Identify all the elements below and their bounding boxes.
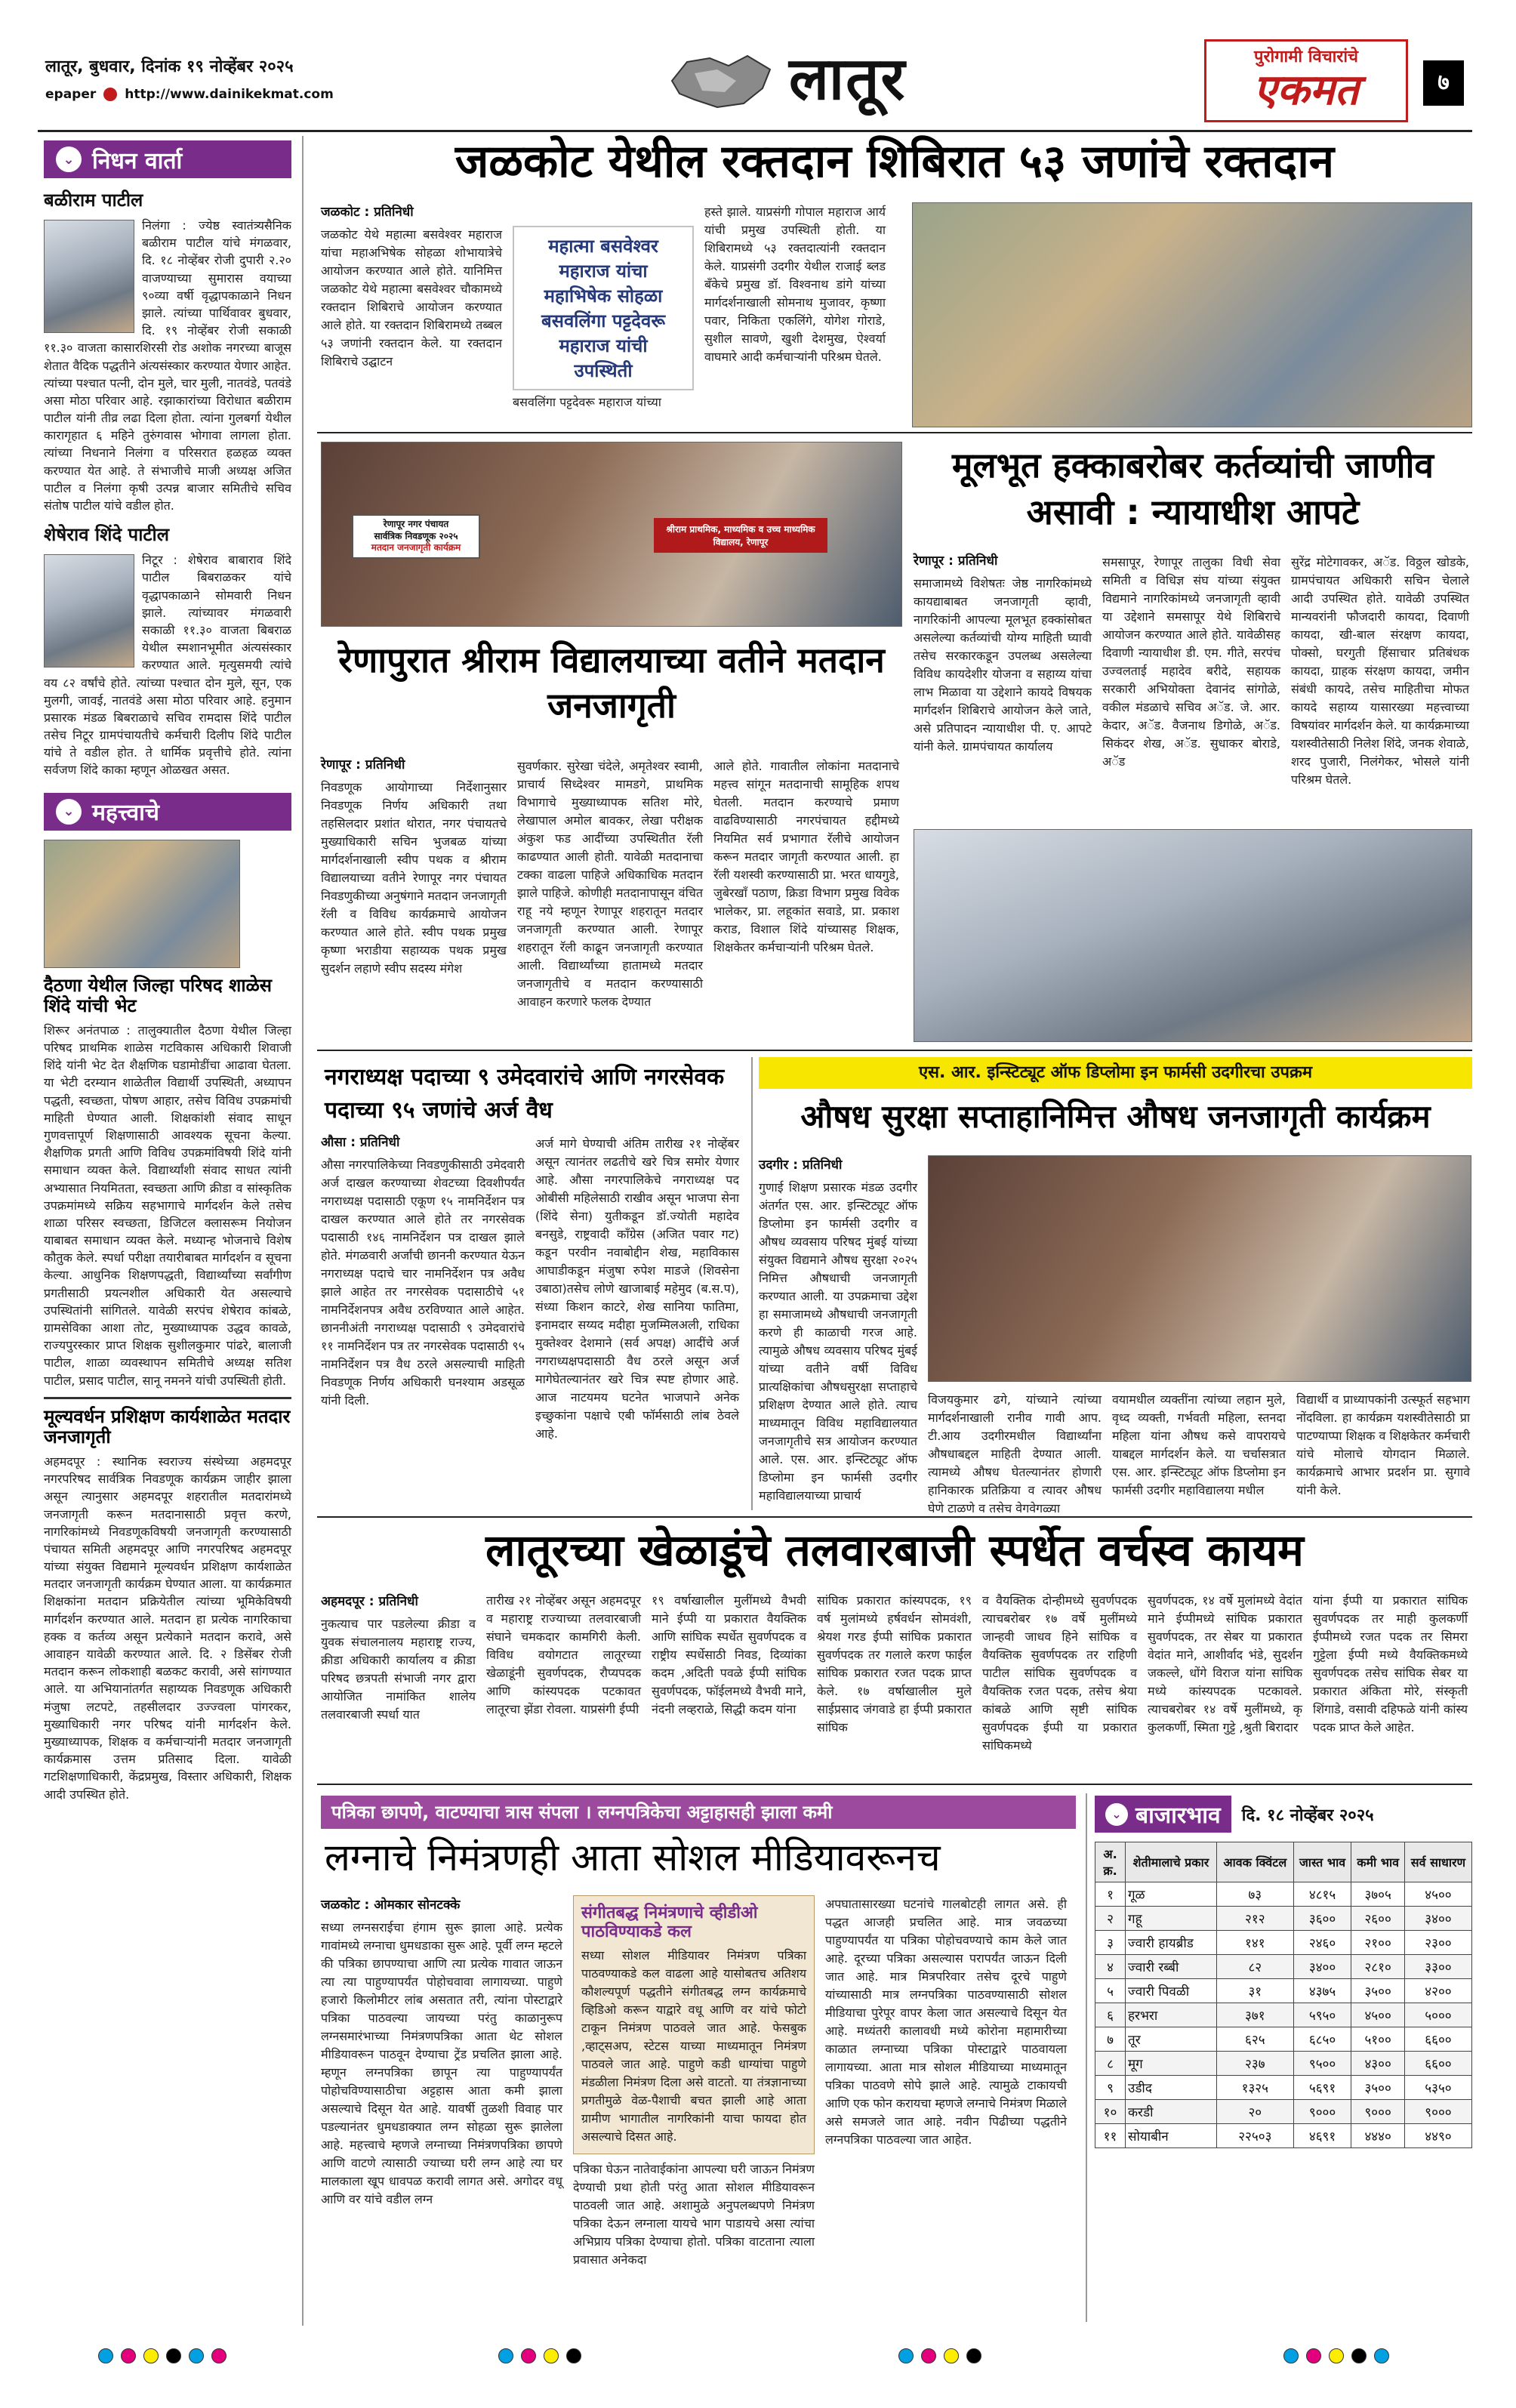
headline-fencing: लातूरच्या खेळाडूंचे तलवारबाजी स्पर्धेत वर्चस्व कायम [485,1525,1304,1576]
article-text-col1: सध्या लग्नसराईचा हंगाम सुरू झाला आहे. प्रत्येक गावांमध्ये लग्नाचा धुमधडाका सुरू आहे. पूर्वी लग्न म्हटले की पत्रिका छापण्याचा आणि त्या प्रत्येक गावात जाऊन त्या त्या पाहुण्यापर्यंत पोहोचवावा लागायच्या. पाहुणे हजारो किलोमीटर लांब असतात तरी, त्यांना पोस्टाद्वारे पत्रिका पाठवल्या जायच्या परंतु काळानुरूप लग्नसमारंभाच्या निमंत्रणपत्रिका आता थेट सोशल मीडियावरून पाठवून देण्याचा ट्रेंड प्रचलित झाला आहे. म्हणून लग्नपत्रिका छापून त्या पाहुण्यापर्यंत पोहोचविण्यासाठीचा अट्टहास आता कमी झाला असल्याचे दिसून येत आहे. यावर्षी तुळशी विवाह पार पडल्यानंतर धुमधडाक्यात लग्न सोहळा सुरू झालेला आहे. महत्त्वाचे म्हणजे लग्नाच्या निमंत्रणपत्रिका छापणे आणि वाटणे त्यासाठी ज्याच्या घरी लग्न आहे त्या घर मालकाला खूप धावपळ करावी लागत असे. अगोदर वधू आणि वर यांचे वडील लग्न [321,1920,562,2206]
print-registration-marks [898,2348,981,2363]
market-header [1095,1796,1472,1833]
article-text-col2: विजयकुमार ढगे, यांच्याने त्यांच्या मार्गदर्शनाखाली रानीव गावी आप. टी.आय उदगीरमधील विद्यार्थ्यांना औषधाबद्दल माहिती देण्यात आली. त्यामध्ये औषध घेतल्यानंतर होणारी हानिकारक प्रतिक्रिया व त्यावर औषध घेणे टाळणे व तसेच वेगवेगळ्या [928,1392,1102,1515]
table-cell: २६०० [1351,1907,1405,1931]
table-cell: गूळ [1126,1882,1217,1907]
byline: जळकोट : प्रतिनिधी [321,205,414,220]
table-cell: ४६९१ [1293,2124,1351,2148]
table-cell: १४१ [1216,1931,1293,1955]
article-wedding-invites [321,1895,1076,2318]
table-row [1095,2003,1472,2027]
table-row [1095,2124,1472,2148]
table-cell: २३७ [1216,2052,1293,2076]
article-text-col3: वयामधील व्यक्तींना त्यांच्या लहान मुले, वृध्द व्यक्ती, गर्भवती महिला, स्तनदा महिला यांना औषध कसे वापरायचे याबद्दल मार्गदर्शन केले. या चर्चासत्रात एस. आर. इन्स्टिट्यूट ऑफ डिप्लोमा इन फार्मसी उदगीर महाविद्यालया मधील [1112,1392,1286,1497]
story-text-school-visit: शिरूर अनंतपाळ : तालुक्यातील दैठणा येथील जिल्हा परिषद प्राथमिक शाळेस गटविकास अधिकारी शिवाजी शिंदे यांनी भेट देत शैक्षणिक घडामोडींचा आढावा घेतला. या भेटी दरम्यान शाळेतील विद्यार्थी उपस्थिती, अध्यापन पद्धती, स्वच्छता, पोषण आहार, तसेच विविध उपक्रमांची माहिती घेण्यात आली. शिक्षकांशी संवाद साधून गुणवत्तापूर्ण शिक्षणासाठी आवश्यक सूचना केल्या. शैक्षणिक प्रगती आणि विविध उपक्रमांविषयी शिंदे यांनी समाधान व्यक्त केले. विद्यार्थ्यांशी संवाद साधत त्यांनी अभ्यासात नियमितता, स्वच्छता आणि क्रीडा व सांस्कृतिक उपक्रमांमध्ये सक्रिय सहभागाचे मार्गदर्शन केले तसेच शाळा परिसर स्वच्छता, डिजिटल क्लासरूम नियोजन याबाबत समाधान व्यक्त केले. मध्यान्ह भोजनाचे विशेष कौतुक केले. स्पर्धा परीक्षा तयारीबाबत मार्गदर्शन व सूचना केल्या. आधुनिक शिक्षणपद्धती, विद्यार्थ्यांच्या सर्वांगीण प्रगतीसाठी प्रयत्नशील अधिकारी येत असल्याचे उपस्थितांनी सांगितले. यावेळी सरपंच शेषेराव कांबळे, ग्रामसेविका आशा तोट, मुख्याध्यापक उद्धव कावळे, राज्यपुरस्कार प्राप्त शिक्षक सुशीलकुमार पांढरे, बालाजी पाटील, शाळा व्यवस्थापन समितीचे अध्यक्ष सतिश पाटील, प्रसाद पाटील, सानू नमनने यांची उपस्थिती होती. [44,1022,291,1388]
table-cell: ४२०० [1404,1979,1471,2003]
col-header: शेतीमालाचे प्रकार [1126,1842,1217,1882]
table-row [1095,2100,1472,2124]
table-cell: ४४९० [1404,2124,1471,2148]
market-table [1095,1842,1472,2148]
article-fencing [321,1592,1472,1781]
table-cell: २१०० [1351,1931,1405,1955]
table-cell: ३५०० [1351,1979,1405,2003]
story-title-voter-awareness: मूल्यवर्धन प्रशिक्षण कार्यशाळेत मतदार जनजागृती [44,1405,291,1448]
website-link[interactable]: http://www.dainikekmat.com [125,87,334,102]
table-cell: ३७१ [1216,2003,1293,2027]
table-cell: ४५०० [1351,2003,1405,2027]
story-text-voter-awareness: अहमदपूर : स्थानिक स्वराज्य संस्थेच्या अहमदपूर नगरपरिषद सार्वत्रिक निवडणूक कार्यक्रम जाहीर झाला असून त्यानुसार अहमदपूर शहरातील मतदारांमध्ये जनजागृती करून मतदानासाठी प्रवृत्त करणे, नागरिकांमध्ये निवडणूकविषयी जनजागृती करण्यासाठी पंचायत समिती अहमदपूर आणि नगरपरिषद अहमदपूर यांच्या संयुक्त विद्यमाने मूल्यवर्धन प्रशिक्षण कार्यशाळेत मतदार जनजागृती कार्यक्रम घेण्यात आला. या कार्यक्रमात शिक्षकांना मतदान प्रक्रियेतील त्यांच्या भूमिकेविषयी मार्गदर्शन करण्यात आले. मतदान हा प्रत्येक नागरिकाचा हक्क व कर्तव्य असून प्रत्येकाने मतदान करावे, असे आवाहन यावेळी करण्यात आले. दि. २ डिसेंबर रोजी मतदान करून लोकशाही बळकट करावी, असे सांगण्यात आले. या अभियानांतर्गत सहाय्यक निवडणूक अधिकारी मंजुषा लटपटे, तहसीलदार उज्ज्वला पांगरकर, मुख्याधिकारी नगर परिषद यांनी मार्गदर्शन केले. मुख्याध्यापक, शिक्षक व कर्मचाऱ्यांनी मतदार जनजागृती कार्यक्रमास उत्तम प्रतिसाद दिला. यावेळी गटशिक्षणाधिकारी, केंद्रप्रमुख, विस्तार अधिकारी, शिक्षक आदी उपस्थित होते. [44,1454,291,1802]
globe-icon [103,88,117,101]
table-cell: ११ [1095,2124,1126,2148]
article-text-col3: सुरेंद्र मोटेगावकर, अॅड. विठ्ठल खोडके, ग्रामपंचायत अधिकारी सचिन चेलाले आदी उपस्थित होते. यावेळी उपस्थित मान्यवरांनी फौजदारी कायदा, दिवाणी कायदा, खी-बाल संरक्षण कायदा, पोक्सो, घरगुती हिंसाचार प्रतिबंधक कायदा, ग्राहक संरक्षण कायदा, जमीन संबंधी कायदे, तसेच माहितीचा मोफत कायदे सहाय्य यासारख्या महत्त्वाच्या विषयांवर मार्गदर्शन केले. या कार्यक्रमाच्या यशस्वीतेसाठी निलेश शिंदे, जनक शेवाळे, शरद पुजारी, निलंगेकर, भोसले यांनी परिश्रम घेतले. [1291,555,1469,787]
table-row [1095,1979,1472,2003]
article-text-col3: पत्रिका घेऊन नातेवाईकांना आपल्या घरी जाऊन निमंत्रण देण्याची प्रथा होती परंतु आता सोशल मीडियावरून पाठवली जात आहे. अशामुळे अनुपलब्धपणे निमंत्रण पत्रिका देऊन लग्नाला यायचे भाग पाडायचे असा त्यांचा अभिप्राय पत्रिका देण्याचा होतो. पत्रिका वाटताना त्याला प्रवासात अनेकदा [573,2161,815,2267]
pull-quote [513,226,694,390]
market-rates-box [1095,1796,1472,2317]
article-text-col1: गुणाई शिक्षण प्रसारक मंडळ उदगीर अंतर्गत एस. आर. इन्स्टिट्यूट ऑफ डिप्लोमा इन फार्मसी उदगीर व औषध व्यवसाय परिषद मुंबई यांच्या संयुक्त विद्यमाने औषध सुरक्षा २०२५ निमित्त औषधाची जनजागृती करण्यात आली. या उपक्रमाचा उद्देश हा समाजामध्ये औषधाची जनजागृती करणे ही काळाची गरज आहे. त्यामुळे औषध व्यवसाय परिषद मुंबई यांच्या वतीने वर्षी विविध प्रात्यक्षिकांचा औषधसुरक्षा सप्ताहाचे प्रशिक्षण देण्यात आले होते. त्याच माध्यमातून विविध महाविद्यालयात जनजागृतीचे सत्र आयोजन करण्यात आले. एस. आर. इन्स्टिट्यूट ऑफ डिप्लोमा इन फार्मसी उदगीर महाविद्यालयाच्या प्राचार्य [759,1180,917,1503]
headline-judge-apte: मूलभूत हक्काबरोबर कर्तव्यांची जाणीव असावी : न्यायाधीश आपटे [952,445,1434,533]
article-renapur-rally [321,755,902,1042]
article-text-col2: सुवर्णकार. सुरेखा चंदेले, अमृतेश्वर स्वामी, प्राचार्य सिध्देश्वर मामडगे, प्राथमिक विभागाचे मुख्याध्यापक सतिश मोरे, लेखापाल अमोल बावकर, लेखा परीक्षक अंकुश फड आदींच्या उपस्थितीत रॅली काढण्यात आली होती. यावेळी मतदानाचा टक्का वाढला पाहिजे अधिकाधिक मतदान झाले पाहिजे. कोणीही मतदानापासून वंचित राहू नये म्हणून रेणापूर शहरातून मतदार जनजागृती करण्यात आली. रेणापूर शहरातून रॅली काढून जनजागृती करण्यात आली. विद्यार्थ्यांच्या हातामध्ये मतदार जनजागृतीचे व मतदान करण्यासाठी आवाहन करणारे फलक देण्यात [517,759,703,1009]
article-text-col2-tail: बसवलिंगा पट्टदेवरू महाराज यांच्या [513,395,661,409]
table-cell: २१२ [1216,1907,1293,1931]
banner-text-2: सार्वत्रिक निवडणूक २०२५ [374,530,458,541]
table-cell: ३१ [1216,1979,1293,2003]
article-text-col3: १९ वर्षाखालील मुलींमध्ये वैभवी माने ईप्पी या प्रकारात वैयक्तिक आणि सांघिक स्पर्धेत सुवर्णपदक व राष्ट्रीय स्पर्धेसाठी निवड, दिव्यांका कदम ,अदिती पवळे ईप्पी सांघिक सुवर्णपदक, फॉईलमध्ये वैभवी माने, नंदनी लव्हराळे, सिद्धी कदम यांना [652,1593,806,1716]
table-cell: ९ [1095,2076,1126,2100]
chevron-down-icon: ⌄ [56,146,82,172]
table-cell: ३३०० [1404,1955,1471,1979]
story-photo-school [44,840,240,968]
table-cell: २० [1216,2100,1293,2124]
market-table-header [1095,1842,1472,1882]
obituary-name-1: बळीराम पाटील [44,190,143,211]
chevron-down-icon: ⌄ [56,799,82,825]
table-cell: ४४४० [1351,2124,1405,2148]
article-text-col6: सुवर्णपदक, १४ वर्षे मुलांमध्ये वेदांत माने ईप्पीमध्ये सांघिक प्रकारात सुवर्णपदक, तर सेबर या प्रकारात वेदांत माने, आशीर्वाद भंडे, सुदर्शन जकल्ले, धोंगे विराज यांना सांघिक मध्ये कांस्यपदक पटकावले. त्याचबरोबर १४ वर्षे मुलींमध्ये, कृ कुलकर्णी, स्मिता गुट्टे ,श्रुती बिरादार [1148,1593,1302,1734]
banner-text-3: मतदान जनजागृती कार्यक्रम [371,542,461,553]
headline-blood-donation: जळकोट येथील रक्तदान शिबिरात ५३ जणांचे रक्तदान [454,135,1335,188]
article-text-col1: नुकत्याच पार पडलेल्या क्रीडा व युवक संचालनालय महाराष्ट्र राज्य, क्रीडा अधिकारी कार्यालय व क्रीडा परिषद छत्रपती संभाजी नगर द्वारा आयोजित नामांकित शालेय तलवारबाजी स्पर्धा यात [321,1617,476,1722]
table-cell: ५ [1095,1979,1126,2003]
byline: रेणापूर : प्रतिनिधी [321,757,405,772]
quote-line-6: उपस्थिती [574,360,633,381]
masthead-rule [38,130,1472,132]
epaper-url-line [45,87,334,102]
table-cell: हरभरा [1126,2003,1217,2027]
rally-banner-1 [352,514,480,559]
ekmat-logo [1204,39,1408,122]
table-cell: ज्वारी हायब्रीड [1126,1931,1217,1955]
table-cell: ४३७५ [1293,1979,1351,2003]
obituary-heading: निधन वार्ता [92,147,183,174]
story-title-school-visit: दैठणा येथील जिल्हा परिषद शाळेस शिंदे यांची भेट [44,974,273,1017]
logo-tagline: पुरोगामी विचारांचे [1253,48,1359,66]
table-cell: ५००० [1404,2003,1471,2027]
column-divider [1086,1793,1087,2322]
obituary-photo-1 [44,220,134,333]
table-row [1095,2076,1472,2100]
latur-map-icon [664,47,778,115]
table-cell: सोयाबीन [1126,2124,1217,2148]
article-text-col4: सांघिक प्रकारात कांस्यपदक, १९ वर्ष मुलांमध्ये हर्षवर्धन सोमवंशी, श्रेयश गरड ईप्पी सांघिक प्रकारात सुवर्णपदक तर गलाले करण फाईल सांघिक प्रकारात रजत पदक प्राप्त केले. १७ वर्षाखालील मुले साईप्रसाद जंगवाडे हा ईप्पी प्रकारात सांघिक [817,1593,972,1734]
article-text-col2: समसापूर, रेणापूर तालुका विधी सेवा समिती व विधिज्ञ संघ यांच्या संयुक्त विद्यमाने नागरिकांमध्ये जनजागृती व्हावी या उद्देशाने समसापूर येथे शिबिराचे आयोजन करण्यात आले होते. यावेळीसह दिवाणी न्यायाधीश डी. एम. गीते, सरपंच उज्वलताई महादेव बरीदे, सहायक सरकारी अभियोक्ता देवानंद सांगोळे, वकील मंडळाचे सचिव अॅड. जे. आर. केदार, अॅड. वैजनाथ डिगोळे, अॅड. सिकंदर शेख, अॅड. सुधाकर बोराडे, अॅड [1102,555,1280,769]
inset-text: सध्या सोशल मीडियावर निमंत्रण पत्रिका पाठवण्याकडे कल वाढला आहे यासोबतच अतिशय कौशल्यपूर्ण पद्धतीने संगीतबद्ध लग्न कार्यक्रमाचे व्हिडिओ करून याद्वारे वधू आणि वर यांचे फोटो टाकून निमंत्रण पाठवले जात आहे. फेसबुक ,व्हाट्सअप, स्टेटस याच्या माध्यमातून निमंत्रण पाठवले जात आहे. पाहुणे कडी धाग्यांचा पाहुणे मंडळीला निमंत्रण दिला असे वाटतो. या तंत्रज्ञानाच्या प्रगतीमुळे वेळ-पैशाची बचत झाली आहे आता ग्रामीण भागातील नागरिकांनी याचा फायदा होत असल्याचे दिसत आहे. [581,1947,806,2144]
byline: अहमदपूर : प्रतिनिधी [321,1594,418,1609]
table-cell: ३७०५ [1351,1882,1405,1907]
table-cell: ४ [1095,1955,1126,1979]
table-cell: मूग [1126,2052,1217,2076]
headline-wedding-invites: लग्नाचे निमंत्रणही आता सोशल मीडियावरूनच [325,1836,941,1879]
table-cell: ४८१५ [1293,1882,1351,1907]
table-row [1095,1882,1472,1907]
important-section-header [44,793,291,831]
table-cell: ६ [1095,2003,1126,2027]
byline: उदगीर : प्रतिनिधी [759,1158,843,1173]
col-header: जास्त भाव [1293,1842,1351,1882]
table-row [1095,2027,1472,2052]
article-text-col3: आले होते. गावातील लोकांना मतदानाचे महत्त्व सांगून मतदानाची सामूहिक शपथ घेतली. मतदान करण्याचे प्रमाण वाढविण्यासाठी नगरपंचायत हद्दीमध्ये नियमित सर्व प्रभागात रॅलीचे आयोजन करून मतदार जागृती करण्यात आली. हा रॅली यशस्वी करण्यासाठी प्रा. भरत धायगुडे, जुबेरखाँ पठाण, क्रिडा विभाग प्रमुख विवेक भालेकर, प्रा. लहूकांत सवाडे, प्रा. प्रकाश कराड, विशाल शिंदे यांच्यासह शिक्षक, शिक्षकेतर कर्मचाऱ्यांनी परिश्रम घेतले. [713,759,899,954]
article-text-col2: अर्ज मागे घेण्याची अंतिम तारीख २१ नोव्हेंबर असून त्यानंतर लढतीचे खरे चित्र समोर येणार आहे. औसा नगरपालिकेचे नगराध्यक्ष पद ओबीसी महिलेसाठी राखीव असून भाजपा सेना (शिंदे सेना) युतीकडून डॉ.ज्योती महादेव बनसुडे, राष्ट्रवादी काँग्रेस (अजित पवार गट) कडून परवीन नवाबोद्दीन शेख, महाविकास आघाडीकडून मंजुषा रुपेश माडजे (शिवसेना उबाठा)तसेच लोणे खाजाबाई महेमुद (ब.स.प), संध्या किशन काटरे, शेख सानिया फातिमा, इनामदार सय्यद मदीहा मुजम्मिलअली, राधिका मुक्तेश्वर देशमाने (सर्व अपक्ष) आदींचे अर्ज नगराध्यक्षपदासाठी वैध ठरले असून अर्ज मागेघेतल्यानंतर खरे चित्र स्पष्ट होणार आहे. आज नाटयमय घटनेत भाजपाने अनेक इच्छुकांना पक्षाचे एबी फॉर्मसाठी लांब ठेवले आहे. [535,1136,739,1441]
table-cell: २ [1095,1907,1126,1931]
article-text-col3: हस्ते झाले. याप्रसंगी गोपाल महाराज आर्य यांची प्रमुख उपस्थिती होती. या शिबिरामध्ये ५३ रक्तदात्यांनी रक्तदान केले. याप्रसंगी उदगीर येथील राजाई ब्लड बँकेचे प्रमुख डॉ. विश्वनाथ डांगे यांच्या मार्गदर्शनाखाली सोमनाथ मुजावर, कृष्णा पवार, निकिता एकलिंगे, योगेश गोराडे, सुशील सावणे, खुशी देशमुख, ऐश्वर्या वाघमारे आदी कर्मचाऱ्यांनी परिश्रम घेतले. [704,205,886,364]
article-text-col2: तारीख २१ नोव्हेंबर असून अहमदपूर व महाराष्ट्र राज्याच्या तलवारबाजी संघाने चमकदार कामगिरी केली. विविध वयोगटात लातूरच्या खेळाडूंनी सुवर्णपदक, रौप्यपदक आणि कांस्यपदक पटकावत लातूरचा झेंडा रोवला. याप्रसंगी ईप्पी [486,1593,641,1716]
table-cell: ९००० [1351,2100,1405,2124]
market-table-body [1095,1882,1472,2148]
logo-name: एकमत [1253,66,1359,115]
table-cell: ३४०० [1404,1907,1471,1931]
article-judge-apte [914,551,1472,823]
headline-renapur-rally: रेणापुरात श्रीराम विद्यालयाच्या वतीने मतदान जनजागृती [338,640,885,726]
table-cell: ६८५० [1293,2027,1351,2052]
obituary-text-1: निलंगा : ज्येष्ठ स्वातंत्र्यसैनिक बळीराम पाटील यांचे मंगळवार, दि. १८ नोव्हेंबर रोजी दुपारी २.२० वाजण्याच्या सुमारास वयाच्या ९०व्या वर्षी वृद्धापकाळाने निधन झाले. त्यांच्या पार्थिवावर बुधवार, दि. १९ नोव्हेंबर रोजी सकाळी ११.३० वाजता कासारशिरसी रोड अशोक नगरच्या बाजूस शेतात वैदिक पद्धतीने अंत्यसंस्कार करण्यात येणार आहेत. त्यांच्या पश्चात पत्नी, दोन मुले, चार मुली, नातवंडे, पतवंडे असा मोठा परिवार आहे. रझाकारांच्या विरोधात बळीराम पाटील यांनी तीव्र लढा दिला होता. त्यांना गुलबर्गा येथील कारागृहात ६ महिने तुरुंगवास भोगावा लागला होता. त्यांच्या निधनाने निलंगा व परिसरात हळहळ व्यक्त करण्यात येत आहे. ते संभाजीचे माजी अध्यक्ष अजित पाटील व निलंगा कृषी उत्पन्न बाजार समितीचे सचिव संतोष पाटील यांचे वडील होत. [44,218,291,513]
table-cell: ५६९१ [1293,2076,1351,2100]
section-rule [317,1784,1472,1785]
table-cell: ९००० [1293,2100,1351,2124]
article-text-col4: अपघातासारख्या घटनांचे गालबोटही लागत असे. ही पद्धत आजही प्रचलित आहे. मात्र जवळच्या पाहुण्यापर्यंत या पत्रिका पोहोचवण्याचे काम केले जात आहे. दूरच्या पत्रिका असल्यास परापर्यंत जाऊन दिली जात आहे. मात्र मित्रपरिवार तसेच दूरचे पाहुणे यांच्यासाठी मात्र लग्नपत्रिका पाठवण्यासाठी सोशल मीडियाचा पुरेपूर वापर केला जात असल्याचे दिसून येत आहे. मध्यंतरी कालावधी मध्ये कोरोना महामारीच्या काळात लग्नाच्या पत्रिका पोस्टाद्वारे पाठवायला लागायच्या. आता मात्र सोशल मीडियाच्या माध्यमातून पत्रिका पाठवणे सोपे झाले आहे. त्यामुळे टाकायची आणि एक फोन करायचा म्हणजे लग्नाचे निमंत्रण मिळाले असे समजले जात आहे. नवीन पिढीच्या पद्धतीने लग्नपत्रिका पाठवल्या जात आहेत. [825,1897,1067,2147]
quote-line-4: बसवलिंगा पट्टदेवरू [541,310,665,331]
market-date: दि. १८ नोव्हेंबर २०२५ [1241,1805,1374,1825]
table-cell: उडीद [1126,2076,1217,2100]
city-title: लातूर [789,45,907,113]
table-cell: ४५०० [1404,1882,1471,1907]
table-row [1095,1955,1472,1979]
section-rule [317,1050,1472,1051]
table-cell: ४३०० [1351,2052,1405,2076]
photo-blood-donation [912,202,1472,427]
table-row [1095,1907,1472,1931]
col-header: सर्व साधारण [1404,1842,1471,1882]
table-cell: २२५०३ [1216,2124,1293,2148]
obituary-text-2: निटूर : शेषेराव बाबाराव शिंदे पाटील बिबराळकर यांचे वृद्धापकाळाने सोमवारी निधन झाले. त्यांच्यावर मंगळवारी सकाळी ११.३० वाजता बिबराळ येथील स्मशानभूमीत अंत्यसंस्कार करण्यात आले. मृत्युसमयी त्यांचे वय ८२ वर्षांचे होते. त्यांच्या पश्चात दोन मुले, सून, एक मुलगी, जावई, नातवंडे असा मोठा परिवार आहे. हनुमान प्रसारक मंडळ बिबराळाचे सचिव रामदास शिंदे पाटील तसेच निटूर ग्रामपंचायतीचे कर्मचारी दिलीप शिंदे पाटील यांचे ते वडील होत. ते धार्मिक प्रवृत्तीचे होते. त्यांना सर्वजण शिंदे काका म्हणून ओळखत असत. [44,553,291,778]
table-cell: १ [1095,1882,1126,1907]
table-cell: ६६०० [1404,2052,1471,2076]
table-cell: ज्वारी रब्बी [1126,1955,1217,1979]
table-cell: १० [1095,2100,1126,2124]
quote-line-1: महात्मा बसवेश्वर [548,236,658,257]
table-row [1095,2052,1472,2076]
table-cell: ५१०० [1351,2027,1405,2052]
banner-text-1: रेणापूर नगर पंचायत [383,519,449,529]
photo-pharmacy-event [928,1155,1471,1382]
quote-line-2: महाराज यांचा [559,261,648,282]
table-cell: ९००० [1404,2100,1471,2124]
table-cell: गहू [1126,1907,1217,1931]
wedding-strap: पत्रिका छापणे, वाटण्याचा त्रास संपला । लग्नपत्रिकेचा अट्टाहासही झाला कमी [321,1796,1076,1829]
table-cell: २४६० [1293,1931,1351,1955]
quote-line-3: महाभिषेक सोहळा [544,285,663,307]
table-cell: २८१० [1351,1955,1405,1979]
headline-ausa-nominations: नगराध्यक्ष पदाच्या ९ उमेदवारांचे आणि नगरसेवक पदाच्या ९५ जणांचे अर्ज वैध [325,1064,725,1124]
obituary-name-2: शेषेराव शिंदे पाटील [44,524,169,546]
table-cell: २३०० [1404,1931,1471,1955]
photo-voter-rally [321,442,902,627]
section-rule [317,432,1472,433]
byline: औसा : प्रतिनिधी [321,1135,400,1150]
print-registration-marks [498,2348,581,2363]
table-cell: ८ [1095,2052,1126,2076]
table-cell: ५९५० [1293,2003,1351,2027]
inset-title: संगीतबद्ध निमंत्रणाचे व्हीडीओ पाठविण्याकडे कल [581,1904,758,1942]
byline: जळकोट : ओमकार सोनटक्के [321,1898,461,1913]
rally-banner-2: श्रीराम प्राथमिक, माध्यमिक व उच्च माध्यमिक विद्यालय, रेणापूर [654,518,827,553]
market-title: बाजारभाव [1135,1802,1221,1829]
table-cell: ६२५ [1216,2027,1293,2052]
article-text-col1: औसा नगरपालिकेच्या निवडणुकीसाठी उमेदवारी अर्ज दाखल करण्याच्या शेवटच्या दिवशीपर्यंत नगराध्यक्ष पदासाठी एकूण १५ नामनिर्देशन पत्र दाखल करण्यात आले होते तर नगरसेवक पदासाठी १४६ नामनिर्देशन पत्र दाखल झाले होते. मंगळवारी अर्जांची छाननी करण्यात येऊन नगराध्यक्ष पदाचे चार नामनिर्देशन पत्र अवैध झाले आहेत तर नगरसेवक पदासाठीचे ५१ नामनिर्देशनपत्र अवैध ठरविण्यात आले आहेत. छाननीअंती नगराध्यक्ष पदासाठी ९ उमेदवारांचे ११ नामनिर्देशन पत्र तर नगरसेवक पदासाठी ९५ नामनिर्देशन पत्र वैध ठरले असल्याची माहिती निवडणूक निर्णय अधिकारी घनश्याम अडसूळ यांनी दिली. [321,1158,525,1407]
sidebar-divider [302,136,304,2326]
chevron-down-icon: ⌄ [1105,1803,1128,1826]
article-drug-safety-week [759,1155,1472,1515]
date-line: लातूर, बुधवार, दिनांक १९ नोव्हेंबर २०२५ [45,57,294,76]
inset-box [573,1895,815,2154]
quote-line-5: महाराज यांची [559,335,648,356]
table-row [1095,1931,1472,1955]
article-text-col5: व वैयक्तिक दोन्हीमध्ये सुवर्णपदक त्याचबरोबर १७ वर्षे मुलींमध्ये जान्हवी जाधव हिने सांघिक व वैयक्तिक सुवर्णपदक तर राहिणी पाटील सांघिक सुवर्णपदक व वैयक्तिक रजत पदक, तसेच श्रेया कांबळे आणि सृष्टी सांघिक सुवर्णपदक ईप्पी या प्रकारात सांघिकमध्ये [982,1593,1137,1753]
obituary-section-header [44,140,291,178]
section-rule [317,1516,1472,1518]
print-registration-marks [98,2348,226,2363]
table-cell: ३६०० [1293,1907,1351,1931]
table-cell: ३ [1095,1931,1126,1955]
table-cell: ७ [1095,2027,1126,2052]
column-divider [751,1057,753,1510]
table-cell: ३४०० [1293,1955,1351,1979]
headline-drug-safety-week: औषध सुरक्षा सप्ताहानिमित्त औषध जनजागृती कार्यक्रम [800,1098,1431,1135]
article-text-col7: यांना ईप्पी या प्रकारात सांघिक सुवर्णपदक तर माही कुलकर्णी ईप्पीमध्ये रजत पदक तर सिमरा गुट्टेला ईप्पी मध्ये वैयक्तिकमध्ये सुवर्णपदक तसेच सांघिक सेबर या प्रकारात अंकिता मोरे, संस्कृती शिंगाडे, वसावी दहिफळे यांनी कांस्य पदक प्राप्त केले आहेत. [1313,1593,1468,1734]
table-cell: करडी [1126,2100,1217,2124]
table-cell: तूर [1126,2027,1217,2052]
col-header: कमी भाव [1351,1842,1405,1882]
col-header: आवक क्विंटल [1216,1842,1293,1882]
article-text-col1: निवडणूक आयोगाच्या निर्देशानुसार निवडणूक निर्णय अधिकारी तथा तहसिलदार प्रशांत थोरात, नगर पंचायतचे मुख्याधिकारी सचिन भुजबळ यांच्या मार्गदर्शनाखाली स्वीप पथक व श्रीराम विद्यालयाच्या वतीने रेणापूर नगर पंचायत निवडणुकीच्या अनुषंगाने मतदान जनजागृती रॅली व विविध कार्यक्रमाचे आयोजन करण्यात आले होते. स्वीप पथक प्रमुख कृष्णा भराडीया सहाय्यक पथक प्रमुख सुदर्शन लहाणे स्वीप सदस्य मंगेश [321,780,507,976]
epaper-label: epaper [45,87,97,102]
table-cell: १३२५ [1216,2076,1293,2100]
table-cell: ज्वारी पिवळी [1126,1979,1217,2003]
table-cell: ७३ [1216,1882,1293,1907]
article-text-col4: विद्यार्थी व प्राध्यापकांनी उत्स्फूर्त सहभाग नोंदविला. हा कार्यक्रम यशस्वीतेसाठी प्रा पाटण्याप्पा शिक्षक व शिक्षकेतर कर्मचारी यांचे मोलाचे योगदान मिळाले. कार्यक्रमाचे आभार प्रदर्शन प्रा. सुगावे यांनी केले. [1296,1392,1470,1497]
important-heading: महत्त्वाचे [92,800,159,827]
article-blood-donation [321,202,902,429]
print-registration-marks [1283,2348,1389,2363]
table-cell: ९५०० [1293,2052,1351,2076]
sidebar [44,136,291,2318]
table-cell: ८२ [1216,1955,1293,1979]
col-header: अ. क्र. [1095,1842,1126,1882]
obituary-photo-2 [44,554,134,668]
photo-legal-camp [914,829,1472,1042]
table-cell: ६६०० [1404,2027,1471,2052]
market-title-tag [1095,1796,1231,1833]
article-text-col1: जळकोट येथे महात्मा बसवेश्वर महाराज यांचा महाअभिषेक सोहळा शोभायात्रेचे आयोजन करण्यात आले होते. यानिमित्त जळकोट येथे महात्मा बसवेश्वर चौकामध्ये रक्तदान शिबिराचे आयोजन करण्यात आले होते. या रक्तदान शिबिरामध्ये तब्बल ५३ जणांनी रक्तदान केले. या रक्तदान शिबिराचे उद्घाटन [321,227,502,368]
table-cell: ३५०० [1351,2076,1405,2100]
table-cell: ५३५० [1404,2076,1471,2100]
article-ausa-nominations [321,1133,744,1510]
article-text-col1: समाजामध्ये विशेषतः जेष्ठ नागरिकांमध्ये कायद्याबाबत जनजागृती व्हावी, नागरिकांनी आपल्या मूलभूत हक्कांसोबत असलेल्या कर्तव्यांची योग्य माहिती घ्यावी तसेच सरकारकडून उपलब्ध असलेल्या विविध कायदेशीर योजना व सहाय्य यांचा लाभ मिळावा या उद्देशाने कायदे विषयक मार्गदर्शन शिबिराचे आयोजन केले जाते, असे प्रतिपादन न्यायाधीश पी. ए. आपटे यांनी केले. ग्रामपंचायत कार्यालय [914,576,1092,754]
byline: रेणापूर : प्रतिनिधी [914,553,998,569]
page-number: ७ [1423,60,1464,106]
pharmacy-banner: एस. आर. इन्स्टिट्यूट ऑफ डिप्लोमा इन फार्मसी उदगीरचा उपक्रम [759,1057,1472,1089]
